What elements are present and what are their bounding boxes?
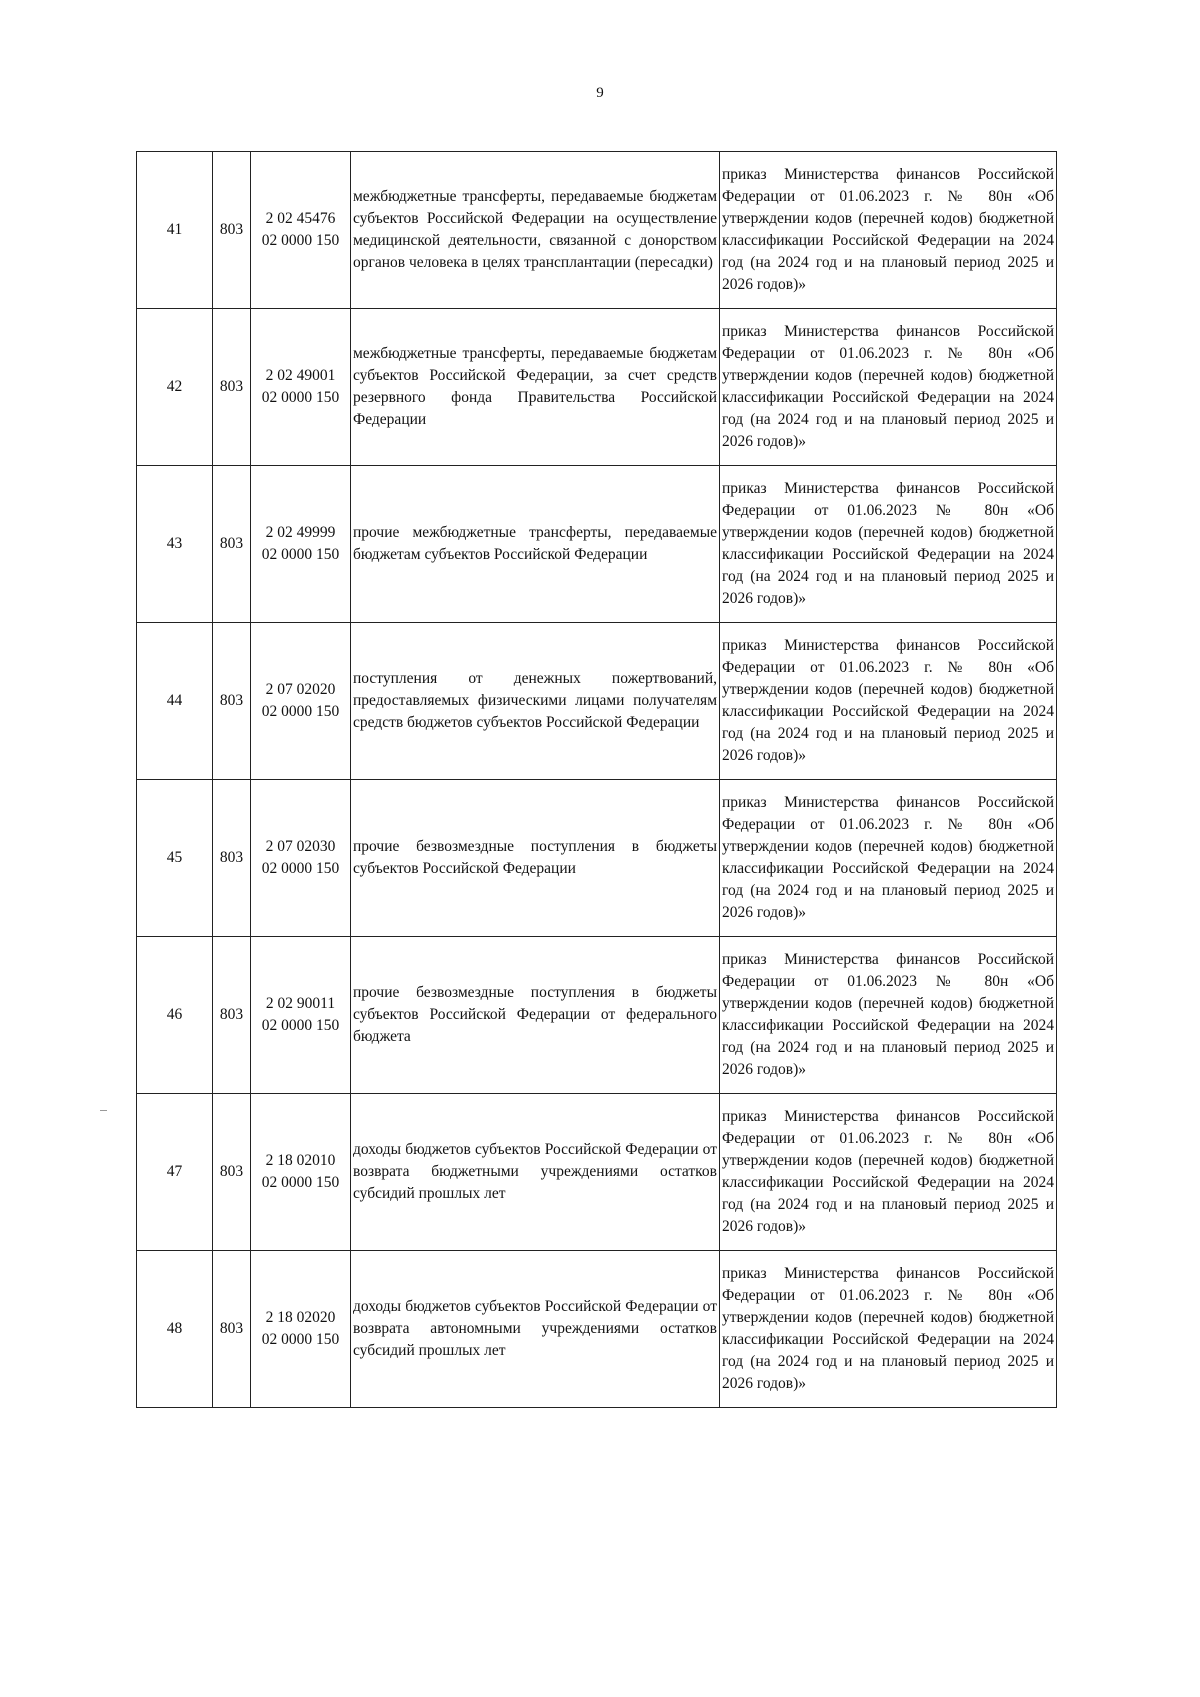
administrator-code: 803 [213, 780, 251, 937]
legal-basis: приказ Министерства финансов Российской Федерации от 01.06.2023 г. № 80н «Об утверждении кодов (перечней кодов) бюджетной классификации Российской Федерации на 2024 год (на 2024 год и на плановый период 2025 и 2026 годов)» [720, 623, 1057, 780]
revenue-code [251, 780, 351, 937]
revenue-description: поступления от денежных пожертвований, предоставляемых физическими лицами получателям средств бюджетов субъектов Российской Федерации [351, 623, 720, 780]
row-number: 41 [137, 152, 213, 309]
table-row [137, 152, 1057, 309]
legal-basis: приказ Министерства финансов Российской Федерации от 01.06.2023 г. № 80н «Об утверждении кодов (перечней кодов) бюджетной классификации Российской Федерации на 2024 год (на 2024 год и на плановый период 2025 и 2026 годов)» [720, 1251, 1057, 1408]
table-row [137, 1251, 1057, 1408]
row-number: 43 [137, 466, 213, 623]
administrator-code: 803 [213, 309, 251, 466]
revenue-code-line: 02 0000 150 [261, 389, 340, 406]
administrator-code: 803 [213, 1251, 251, 1408]
revenue-code-line: 2 18 02010 [265, 1152, 336, 1169]
revenue-codes-table [136, 151, 1057, 1408]
table-body [137, 152, 1057, 1408]
legal-basis: приказ Министерства финансов Российской Федерации от 01.06.2023 г. № 80н «Об утверждении кодов (перечней кодов) бюджетной классификации Российской Федерации на 2024 год (на 2024 год и на плановый период 2025 и 2026 годов)» [720, 1094, 1057, 1251]
legal-basis: приказ Министерства финансов Российской Федерации от 01.06.2023 г. № 80н «Об утверждении кодов (перечней кодов) бюджетной классификации Российской Федерации на 2024 год (на 2024 год и на плановый период 2025 и 2026 годов)» [720, 780, 1057, 937]
row-number: 42 [137, 309, 213, 466]
revenue-code [251, 152, 351, 309]
revenue-description: прочие межбюджетные трансферты, передаваемые бюджетам субъектов Российской Федерации [351, 466, 720, 623]
revenue-description: доходы бюджетов субъектов Российской Федерации от возврата бюджетными учреждениями остатков субсидий прошлых лет [351, 1094, 720, 1251]
row-number: 45 [137, 780, 213, 937]
revenue-description: прочие безвозмездные поступления в бюджеты субъектов Российской Федерации [351, 780, 720, 937]
margin-mark [100, 1110, 107, 1111]
table-row [137, 623, 1057, 780]
legal-basis: приказ Министерства финансов Российской Федерации от 01.06.2023 г. № 80н «Об утверждении кодов (перечней кодов) бюджетной классификации Российской Федерации на 2024 год (на 2024 год и на плановый период 2025 и 2026 годов)» [720, 309, 1057, 466]
revenue-code [251, 937, 351, 1094]
revenue-code [251, 1094, 351, 1251]
revenue-code-line: 2 02 45476 [265, 210, 336, 227]
revenue-code-line: 02 0000 150 [261, 1174, 340, 1191]
row-number: 46 [137, 937, 213, 1094]
revenue-description: доходы бюджетов субъектов Российской Федерации от возврата автономными учреждениями остатков субсидий прошлых лет [351, 1251, 720, 1408]
table-row [137, 1094, 1057, 1251]
revenue-code-line: 2 18 02020 [265, 1309, 336, 1326]
revenue-description: межбюджетные трансферты, передаваемые бюджетам субъектов Российской Федерации на осуществление медицинской деятельности, связанной с донорством органов человека в целях трансплантации (пересадки) [351, 152, 720, 309]
row-number: 48 [137, 1251, 213, 1408]
row-number: 44 [137, 623, 213, 780]
table-row [137, 309, 1057, 466]
table-row [137, 780, 1057, 937]
revenue-code-line: 2 07 02020 [265, 681, 336, 698]
revenue-code-line: 02 0000 150 [261, 1017, 340, 1034]
revenue-code [251, 309, 351, 466]
revenue-code-line: 02 0000 150 [261, 546, 340, 563]
legal-basis: приказ Министерства финансов Российской Федерации от 01.06.2023 № 80н «Об утверждении кодов (перечней кодов) бюджетной классификации Российской Федерации на 2024 год (на 2024 год и на плановый период 2025 и 2026 годов)» [720, 466, 1057, 623]
revenue-code-line: 2 02 49999 [265, 524, 336, 541]
revenue-code-line: 02 0000 150 [261, 232, 340, 249]
revenue-code-line: 2 07 02030 [265, 838, 336, 855]
administrator-code: 803 [213, 466, 251, 623]
revenue-code-line: 02 0000 150 [261, 1331, 340, 1348]
administrator-code: 803 [213, 937, 251, 1094]
revenue-code [251, 1251, 351, 1408]
revenue-description: межбюджетные трансферты, передаваемые бюджетам субъектов Российской Федерации, за счет средств резервного фонда Правительства Российской Федерации [351, 309, 720, 466]
table-row [137, 466, 1057, 623]
revenue-description: прочие безвозмездные поступления в бюджеты субъектов Российской Федерации от федерального бюджета [351, 937, 720, 1094]
revenue-code-line: 02 0000 150 [261, 860, 340, 877]
revenue-code-line: 2 02 49001 [265, 367, 336, 384]
revenue-code [251, 623, 351, 780]
revenue-code [251, 466, 351, 623]
row-number: 47 [137, 1094, 213, 1251]
administrator-code: 803 [213, 1094, 251, 1251]
revenue-code-line: 2 02 90011 [265, 995, 336, 1012]
administrator-code: 803 [213, 623, 251, 780]
revenue-code-line: 02 0000 150 [261, 703, 340, 720]
legal-basis: приказ Министерства финансов Российской Федерации от 01.06.2023 г. № 80н «Об утверждении кодов (перечней кодов) бюджетной классификации Российской Федерации на 2024 год (на 2024 год и на плановый период 2025 и 2026 годов)» [720, 152, 1057, 309]
administrator-code: 803 [213, 152, 251, 309]
page-number: 9 [596, 85, 604, 101]
table-row [137, 937, 1057, 1094]
legal-basis: приказ Министерства финансов Российской Федерации от 01.06.2023 № 80н «Об утверждении кодов (перечней кодов) бюджетной классификации Российской Федерации на 2024 год (на 2024 год и на плановый период 2025 и 2026 годов)» [720, 937, 1057, 1094]
